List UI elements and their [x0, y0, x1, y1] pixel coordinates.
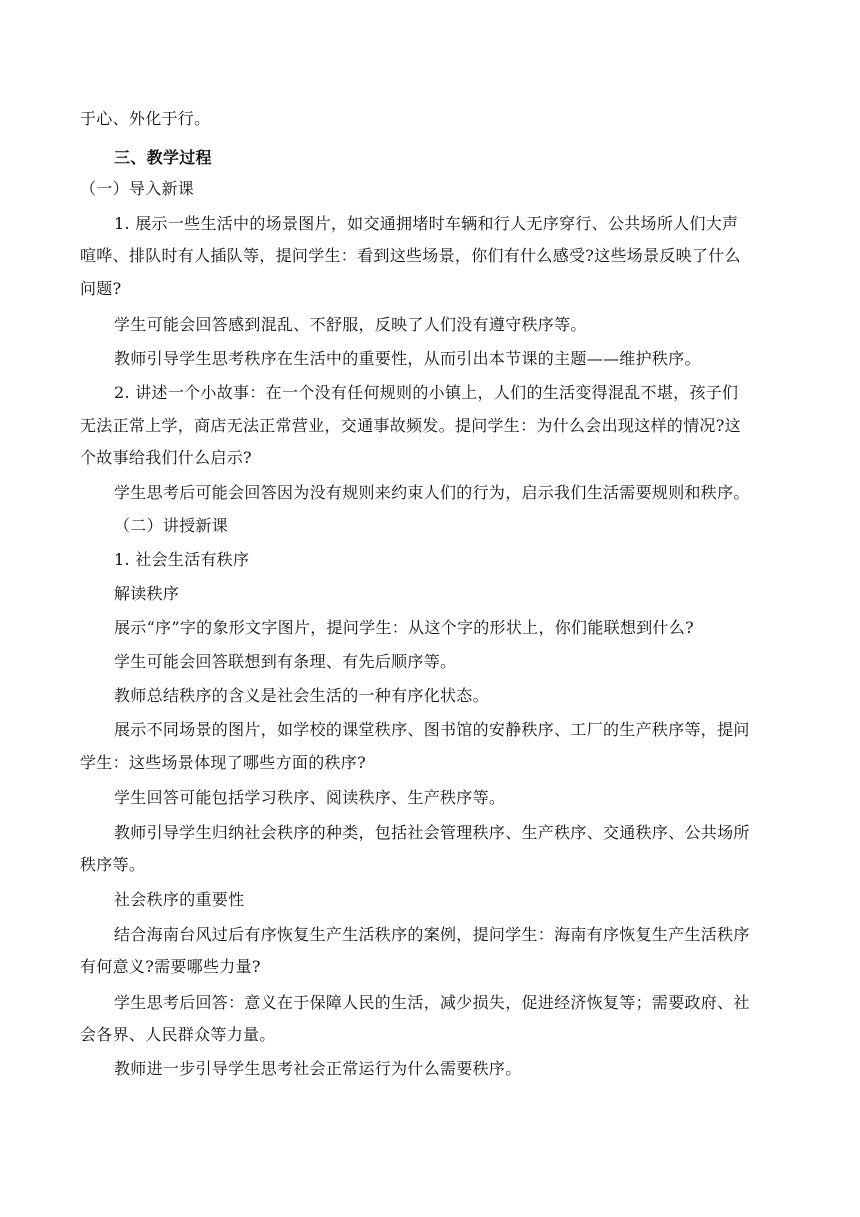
paragraph-line: 秩序等。 — [80, 855, 146, 874]
paragraph-line: 学生可能会回答感到混乱、不舒服，反映了人们没有遵守秩序等。 — [114, 315, 587, 334]
topic-subheading: 解读秩序 — [114, 584, 180, 603]
paragraph-line: 展示“序”字的象形文字图片，提问学生：从这个字的形状上，你们能联想到什么? — [114, 618, 695, 637]
subsection-heading: （二）讲授新课 — [114, 516, 229, 535]
topic-subheading: 社会秩序的重要性 — [114, 890, 245, 909]
paragraph-line: 会各界、人民群众等力量。 — [80, 1025, 276, 1044]
paragraph-line: 学生思考后回答：意义在于保障人民的生活，减少损失，促进经济恢复等；需要政府、社 — [114, 993, 750, 1012]
paragraph-line: 喧哗、排队时有人插队等，提问学生：看到这些场景，你们有什么感受?这些场景反映了什么 — [80, 246, 741, 265]
paragraph-line: 2. 讲述一个小故事：在一个没有任何规则的小镇上，人们的生活变得混乱不堪，孩子们 — [114, 383, 739, 402]
paragraph-line: 结合海南台风过后有序恢复生产生活秩序的案例，提问学生：海南有序恢复生产生活秩序 — [114, 925, 750, 944]
section-heading: 三、教学过程 — [114, 148, 212, 167]
paragraph-line: 1. 展示一些生活中的场景图片，如交通拥堵时车辆和行人无序穿行、公共场所人们大声 — [114, 214, 739, 233]
paragraph-line: 学生回答可能包括学习秩序、阅读秩序、生产秩序等。 — [114, 788, 506, 807]
paragraph-line: 于心、外化于行。 — [80, 109, 211, 128]
topic-heading: 1. 社会生活有秩序 — [114, 550, 250, 569]
paragraph-line: 问题? — [80, 279, 122, 298]
paragraph-line: 教师引导学生思考秩序在生活中的重要性，从而引出本节课的主题——维护秩序。 — [114, 349, 701, 368]
paragraph-line: 学生思考后可能会回答因为没有规则来约束人们的行为，启示我们生活需要规则和秩序。 — [114, 483, 750, 502]
paragraph-line: 教师总结秩序的含义是社会生活的一种有序化状态。 — [114, 686, 489, 705]
paragraph-line: 有何意义?需要哪些力量? — [80, 957, 261, 976]
paragraph-line: 无法正常上学，商店无法正常营业，交通事故频发。提问学生：为什么会出现这样的情况?这 — [80, 416, 741, 435]
paragraph-line: 个故事给我们什么启示? — [80, 448, 252, 467]
subsection-heading: （一）导入新课 — [80, 179, 195, 198]
paragraph-line: 教师进一步引导学生思考社会正常运行为什么需要秩序。 — [114, 1059, 522, 1078]
paragraph-line: 教师引导学生归纳社会秩序的种类，包括社会管理秩序、生产秩序、交通秩序、公共场所 — [114, 823, 750, 842]
paragraph-line: 学生可能会回答联想到有条理、有先后顺序等。 — [114, 652, 457, 671]
paragraph-line: 展示不同场景的图片，如学校的课堂秩序、图书馆的安静秩序、工厂的生产秩序等，提问 — [114, 720, 750, 739]
paragraph-line: 学生：这些场景体现了哪些方面的秩序? — [80, 753, 366, 772]
